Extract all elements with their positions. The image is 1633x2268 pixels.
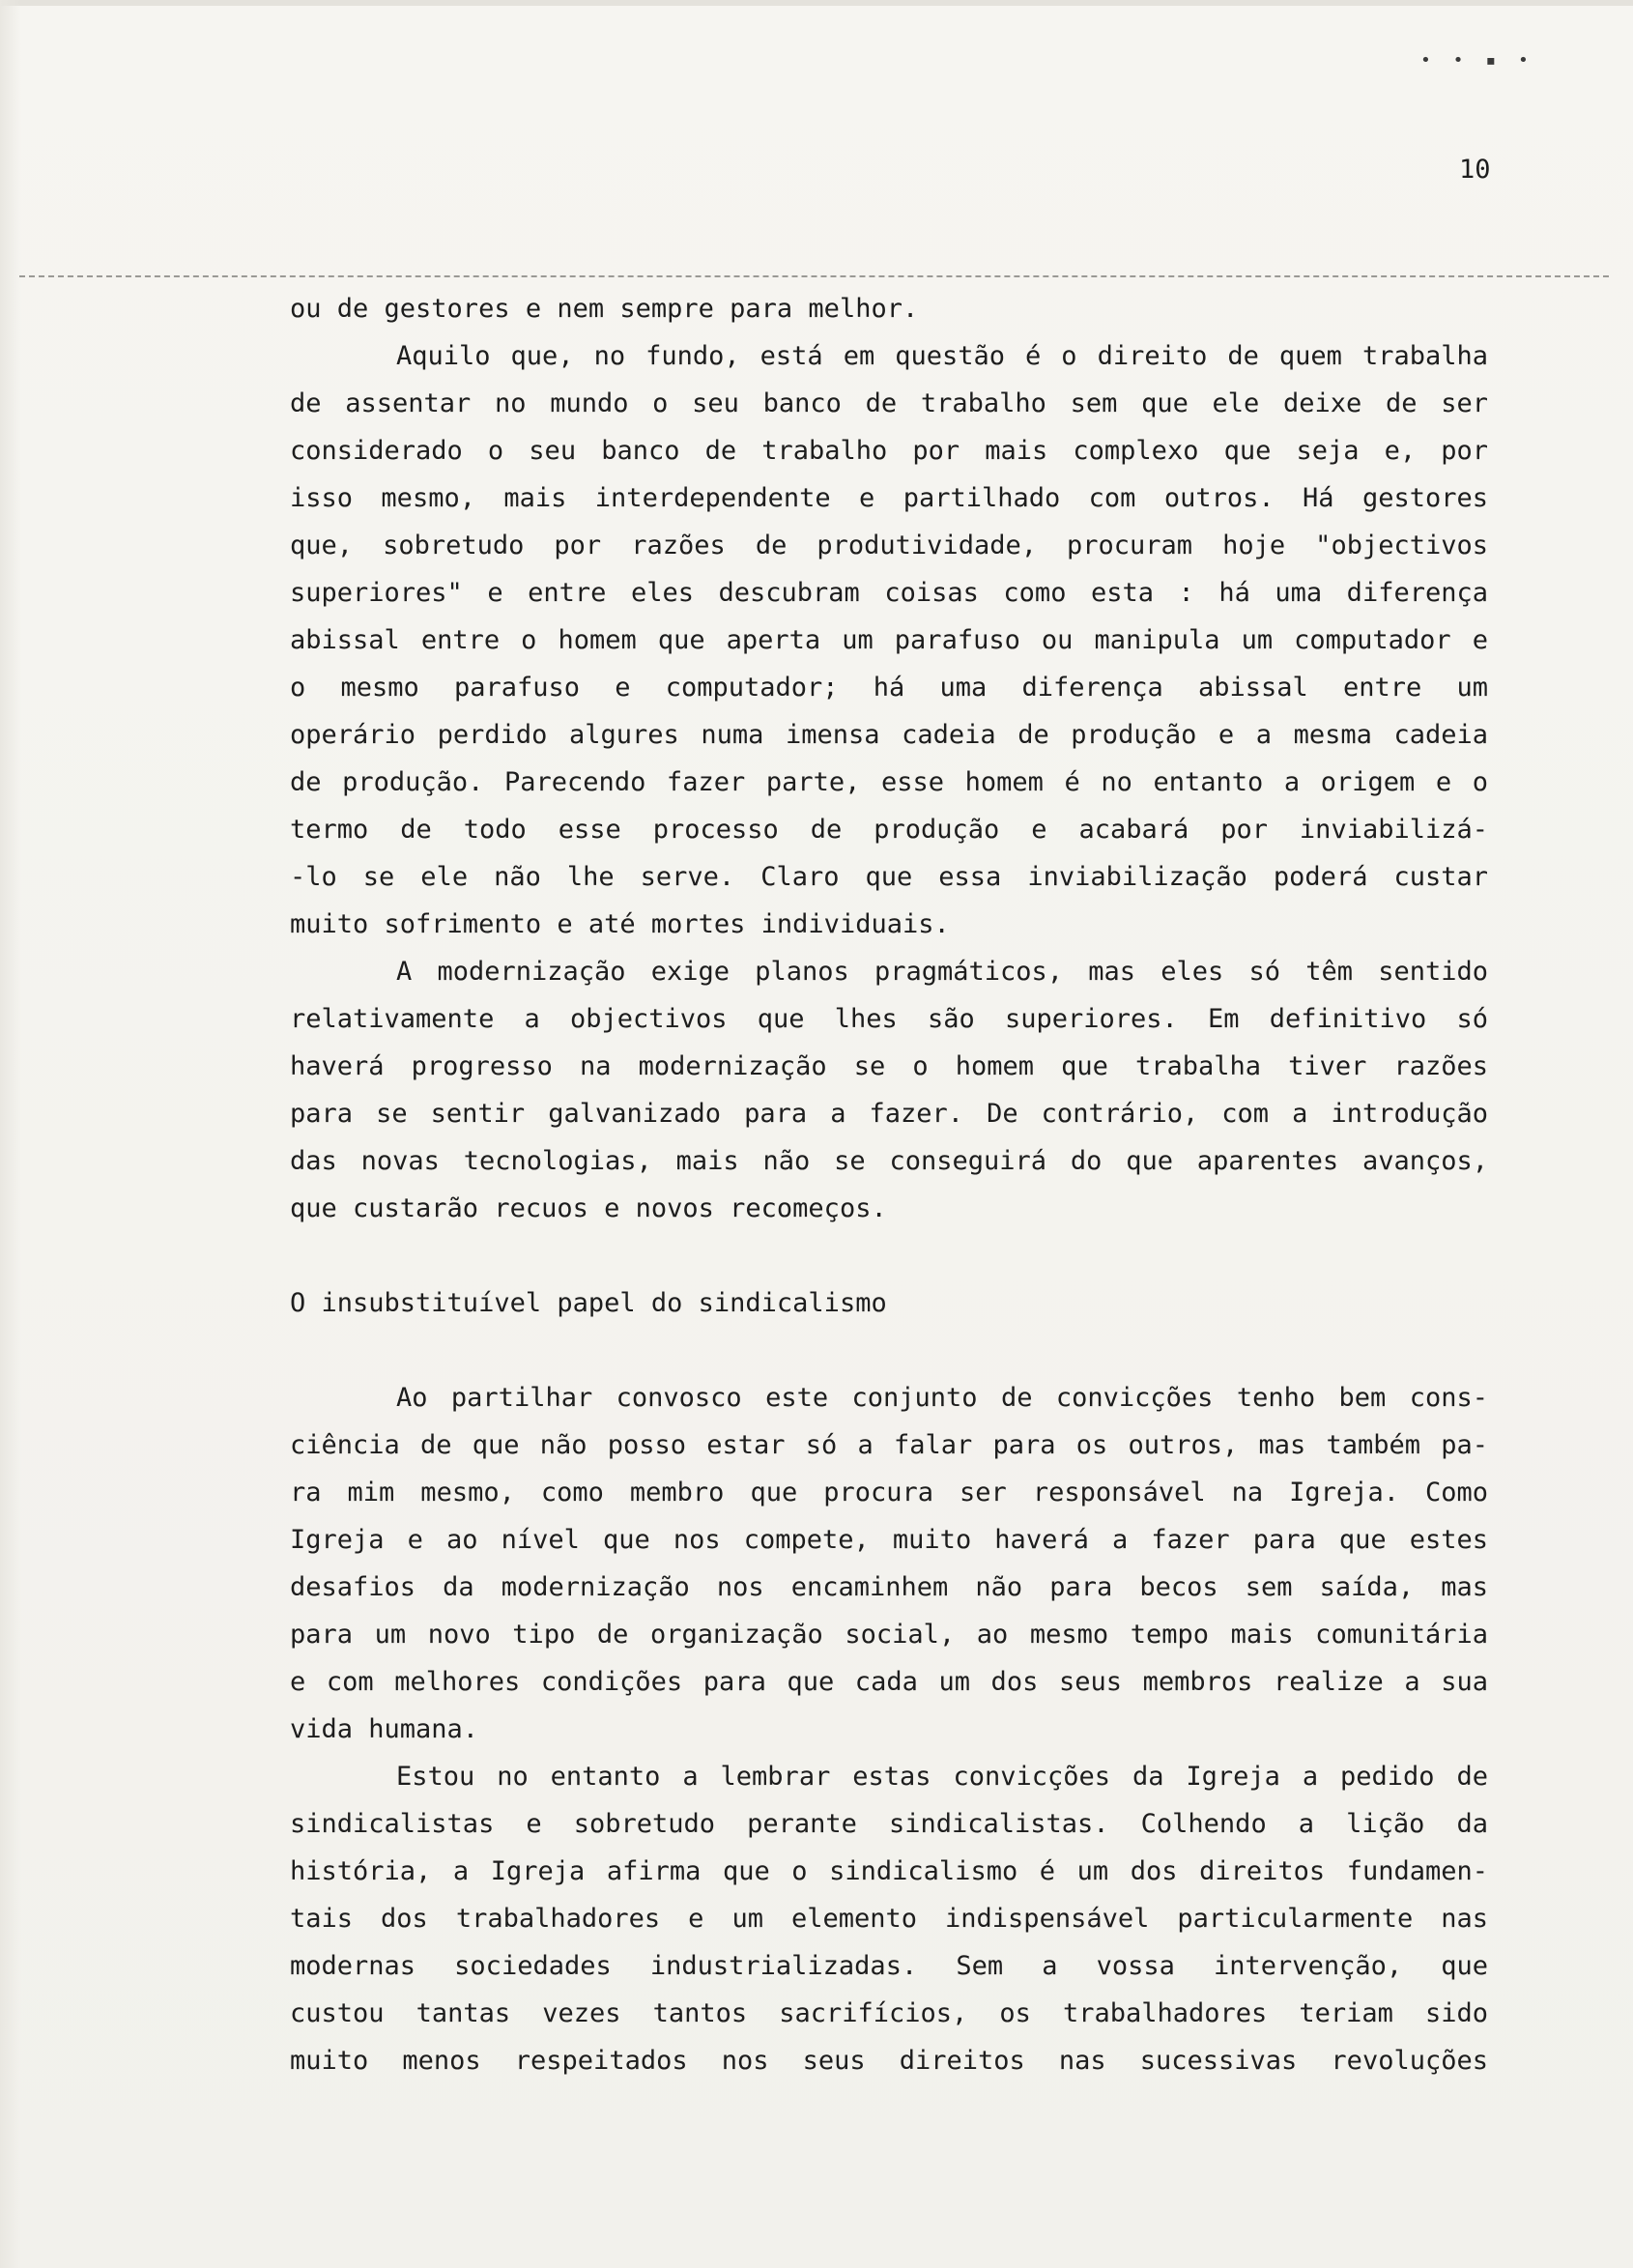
- text-line: abissal entre o homem que aperta um parafuso ou manipula um computador e: [290, 625, 1488, 655]
- text-line: Aquilo que, no fundo, está em questão é o direito de quem trabalha: [396, 341, 1488, 371]
- text-line: ra mim mesmo, como membro que procura ser responsável na Igreja. Como: [290, 1478, 1488, 1507]
- text-line: o mesmo parafuso e computador; há uma diferença abissal entre um: [290, 673, 1488, 703]
- text-line: superiores" e entre eles descubram coisas como esta : há uma diferença: [290, 578, 1488, 608]
- text-line: custou tantas vezes tantos sacrifícios, os trabalhadores teriam sido: [290, 1998, 1488, 2028]
- text-line: que custarão recuos e novos recomeços.: [290, 1193, 887, 1223]
- text-line: das novas tecnologias, mais não se conseguirá do que aparentes avanços,: [290, 1146, 1488, 1176]
- page-top-edge: [0, 0, 1633, 6]
- text-line: -lo se ele não lhe serve. Claro que essa inviabilização poderá custar: [290, 862, 1488, 892]
- text-line: ou de gestores e nem sempre para melhor.: [290, 294, 919, 324]
- text-line: que, sobretudo por razões de produtividade, procuram hoje "objectivos: [290, 531, 1488, 560]
- text-line: para se sentir galvanizado para a fazer. De contrário, com a introdução: [290, 1099, 1488, 1129]
- text-line: de produção. Parecendo fazer parte, esse homem é no entanto a origem e o: [290, 767, 1488, 797]
- page-number: 10: [1459, 155, 1491, 185]
- body-text: [290, 285, 1488, 2084]
- section-heading: O insubstituível papel do sindicalismo: [290, 1288, 887, 1318]
- text-line: Igreja e ao nível que nos compete, muito haverá a fazer para que estes: [290, 1525, 1488, 1555]
- text-line: relativamente a objectivos que lhes são superiores. Em definitivo só: [290, 1004, 1488, 1034]
- text-line: sindicalistas e sobretudo perante sindicalistas. Colhendo a lição da: [290, 1809, 1488, 1839]
- text-line: muito sofrimento e até mortes individuais.: [290, 909, 950, 939]
- fold-line: [19, 275, 1609, 277]
- text-line: isso mesmo, mais interdependente e partilhado com outros. Há gestores: [290, 483, 1488, 513]
- text-line: e com melhores condições para que cada um dos seus membros realize a sua: [290, 1667, 1488, 1697]
- text-line: operário perdido algures numa imensa cadeia de produção e a mesma cadeia: [290, 720, 1488, 750]
- text-line: modernas sociedades industrializadas. Sem a vossa intervenção, que: [290, 1951, 1488, 1981]
- text-line: termo de todo esse processo de produção e acabará por inviabilizá-: [290, 815, 1488, 845]
- text-line: tais dos trabalhadores e um elemento indispensável particularmente nas: [290, 1904, 1488, 1934]
- text-line: ciência de que não posso estar só a falar para os outros, mas também pa-: [290, 1430, 1488, 1460]
- spacer: [290, 1327, 1488, 1374]
- text-line: haverá progresso na modernização se o homem que trabalha tiver razões: [290, 1051, 1488, 1081]
- text-line: A modernização exige planos pragmáticos, mas eles só têm sentido: [396, 957, 1488, 987]
- text-line: Estou no entanto a lembrar estas convicções da Igreja a pedido de: [396, 1762, 1488, 1792]
- text-line: desafios da modernização nos encaminhem não para becos sem saída, mas: [290, 1572, 1488, 1602]
- text-line: história, a Igreja afirma que o sindicalismo é um dos direitos fundamen-: [290, 1856, 1488, 1886]
- text-line: para um novo tipo de organização social, ao mesmo tempo mais comunitária: [290, 1620, 1488, 1650]
- spacer: [290, 1232, 1488, 1279]
- page-left-shadow: [0, 0, 21, 2268]
- text-line: de assentar no mundo o seu banco de trabalho sem que ele deixe de ser: [290, 388, 1488, 418]
- corner-marks: • • ▪ •: [1420, 50, 1534, 71]
- text-line: vida humana.: [290, 1714, 479, 1744]
- text-line: considerado o seu banco de trabalho por mais complexo que seja e, por: [290, 436, 1488, 466]
- text-line: muito menos respeitados nos seus direitos nas sucessivas revoluções: [290, 2046, 1488, 2076]
- text-line: Ao partilhar convosco este conjunto de convicções tenho bem cons-: [396, 1383, 1488, 1413]
